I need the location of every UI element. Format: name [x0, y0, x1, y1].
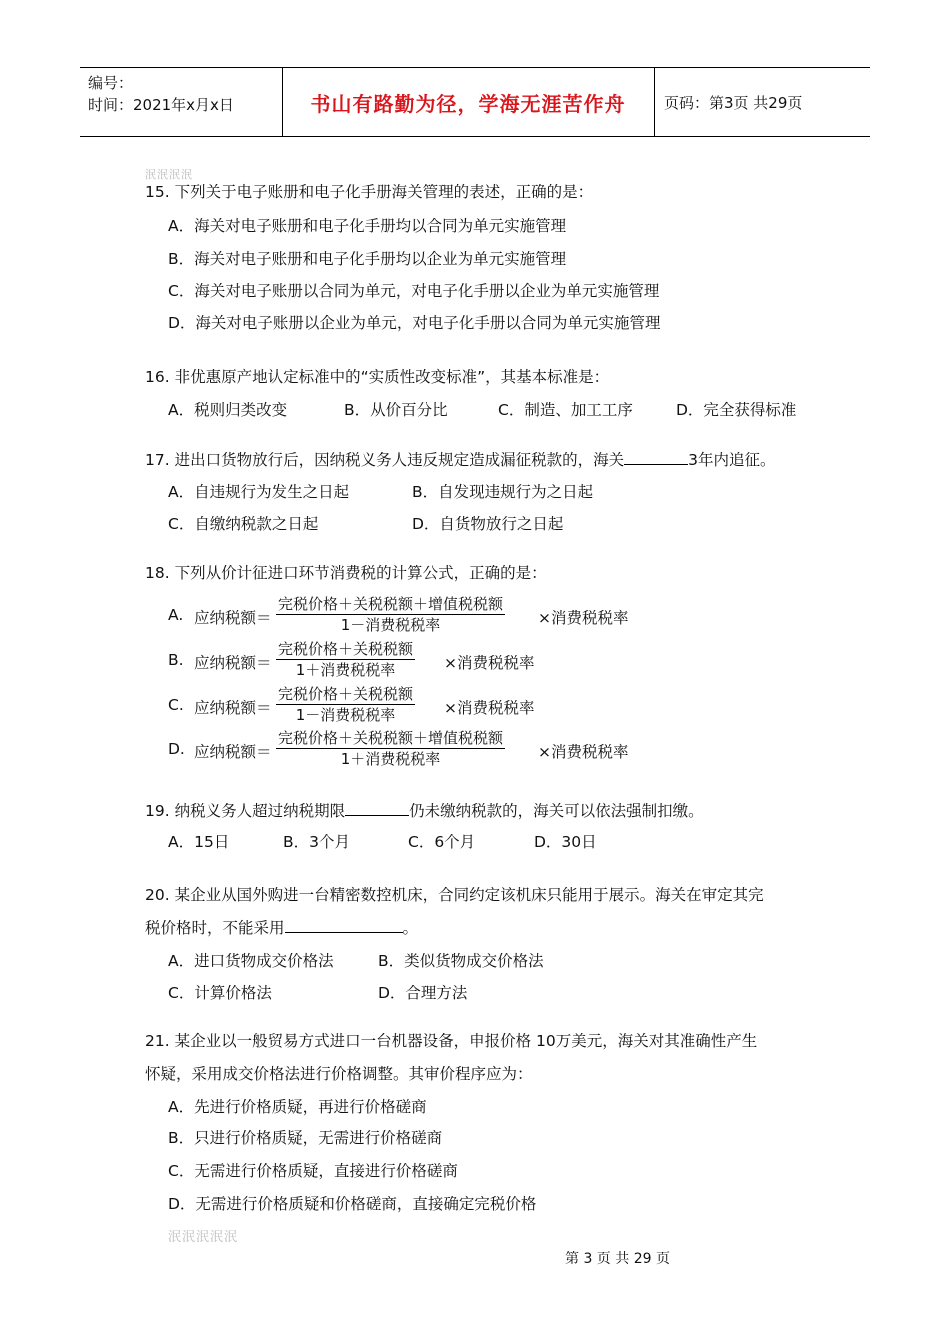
formula-denominator: 1＋消费税税率	[340, 750, 441, 768]
question-16-option-c: C．制造、加工工序	[498, 401, 633, 419]
question-21-option-c: C．无需进行价格质疑，直接进行价格磋商	[168, 1162, 458, 1180]
page-header	[80, 67, 870, 137]
question-21-option-a: A．先进行价格质疑，再进行价格磋商	[168, 1098, 427, 1116]
question-15-option-a: A．海关对电子账册和电子化手册均以合同为单元实施管理	[168, 217, 567, 235]
formula-prefix: 应纳税额＝	[194, 743, 272, 761]
question-21-stem-line-1: 21. 某企业以一般贸易方式进口一台机器设备，申报价格 10万美元，海关对其准确性产生	[145, 1032, 758, 1050]
option-label: A.	[168, 606, 184, 624]
date-label: 时间：2021年x月x日	[88, 96, 234, 114]
question-16-option-a: A．税则归类改变	[168, 401, 288, 419]
question-19-option-a: A．15日	[168, 833, 230, 851]
formula-numerator: 完税价格＋关税税额＋增值税税额	[278, 595, 504, 613]
question-19-option-c: C．6个月	[408, 833, 476, 851]
header-page-info: 页码：第3页 共29页	[664, 94, 803, 112]
formula-fraction	[276, 684, 415, 725]
answer-blank	[624, 449, 688, 465]
question-15-option-d: D．海关对电子账册以企业为单元，对电子化手册以合同为单元实施管理	[168, 314, 661, 332]
question-17-option-d: D．自货物放行之日起	[412, 515, 564, 533]
formula-prefix: 应纳税额＝	[194, 609, 272, 627]
formula-prefix: 应纳税额＝	[194, 654, 272, 672]
question-19-stem	[145, 800, 704, 821]
question-17-option-b: B．自发现违规行为之日起	[412, 483, 594, 501]
question-21-option-d: D．无需进行价格质疑和价格磋商，直接确定完税价格	[168, 1195, 537, 1213]
watermark-bottom: 泯泯泯泯泯	[168, 1230, 239, 1245]
question-16-option-b: B．从价百分比	[344, 401, 448, 419]
question-17-stem-text: 17. 进出口货物放行后，因纳税义务人违反规定造成漏征税款的，海关	[145, 451, 625, 469]
formula-multiplier: ×消费税税率	[538, 743, 629, 761]
question-20-option-b: B．类似货物成交价格法	[378, 952, 544, 970]
question-17-stem-tail: 3年内追征。	[688, 451, 776, 469]
question-19-option-b: B．3个月	[283, 833, 350, 851]
question-20-option-d: D．合理方法	[378, 984, 468, 1002]
number-label: 编号：	[88, 74, 134, 92]
answer-blank	[345, 800, 409, 816]
question-15-option-c: C．海关对电子账册以合同为单元，对电子化手册以企业为单元实施管理	[168, 282, 660, 300]
formula-numerator: 完税价格＋关税税额＋增值税税额	[278, 729, 504, 747]
header-motto: 书山有路勤为径，学海无涯苦作舟	[310, 91, 626, 116]
question-17-option-a: A．自违规行为发生之日起	[168, 483, 350, 501]
formula-numerator: 完税价格＋关税税额	[278, 685, 414, 703]
formula-denominator: 1－消费税税率	[295, 706, 396, 724]
question-20-option-c: C．计算价格法	[168, 984, 272, 1002]
question-19-stem-tail: 仍未缴纳税款的，海关可以依法强制扣缴。	[409, 802, 704, 820]
question-21-stem-line-2: 怀疑，采用成交价格法进行价格调整。其审价程序应为：	[145, 1065, 533, 1083]
header-meta	[88, 72, 234, 116]
question-20-stem-line-1: 20. 某企业从国外购进一台精密数控机床，合同约定该机床只能用于展示。海关在审定其完	[145, 886, 764, 904]
page-footer: 第 3 页 共 29 页	[565, 1251, 670, 1267]
header-divider	[654, 68, 655, 136]
formula-denominator: 1＋消费税税率	[295, 661, 396, 679]
formula-multiplier: ×消费税税率	[444, 654, 535, 672]
question-16-option-d: D．完全获得标准	[676, 401, 797, 419]
formula-fraction	[276, 728, 505, 769]
formula-fraction	[276, 594, 505, 635]
formula-multiplier: ×消费税税率	[444, 699, 535, 717]
option-label: C.	[168, 696, 184, 714]
formula-multiplier: ×消费税税率	[538, 609, 629, 627]
question-20-stem-line-2	[145, 917, 418, 938]
question-20-stem-text: 税价格时，不能采用	[145, 919, 285, 937]
question-17-option-c: C．自缴纳税款之日起	[168, 515, 319, 533]
question-16-stem: 16. 非优惠原产地认定标准中的“实质性改变标准”，其基本标准是：	[145, 368, 610, 386]
answer-blank	[285, 917, 403, 933]
question-20-stem-tail: 。	[402, 919, 419, 937]
question-19-option-d: D．30日	[534, 833, 597, 851]
question-21-option-b: B．只进行价格质疑，无需进行价格磋商	[168, 1129, 443, 1147]
question-18-stem: 18. 下列从价计征进口环节消费税的计算公式，正确的是：	[145, 564, 547, 582]
question-15-option-b: B．海关对电子账册和电子化手册均以企业为单元实施管理	[168, 250, 567, 268]
watermark-top: 泯泯泯泯	[145, 168, 193, 181]
formula-denominator: 1－消费税税率	[340, 616, 441, 634]
question-15-stem: 15. 下列关于电子账册和电子化手册海关管理的表述，正确的是：	[145, 183, 594, 201]
question-19-stem-text: 19. 纳税义务人超过纳税期限	[145, 802, 346, 820]
question-20-option-a: A．进口货物成交价格法	[168, 952, 334, 970]
question-17-stem	[145, 449, 775, 470]
formula-prefix: 应纳税额＝	[194, 699, 272, 717]
option-label: B.	[168, 651, 184, 669]
formula-fraction	[276, 639, 415, 680]
option-label: D.	[168, 740, 185, 758]
formula-numerator: 完税价格＋关税税额	[278, 640, 414, 658]
